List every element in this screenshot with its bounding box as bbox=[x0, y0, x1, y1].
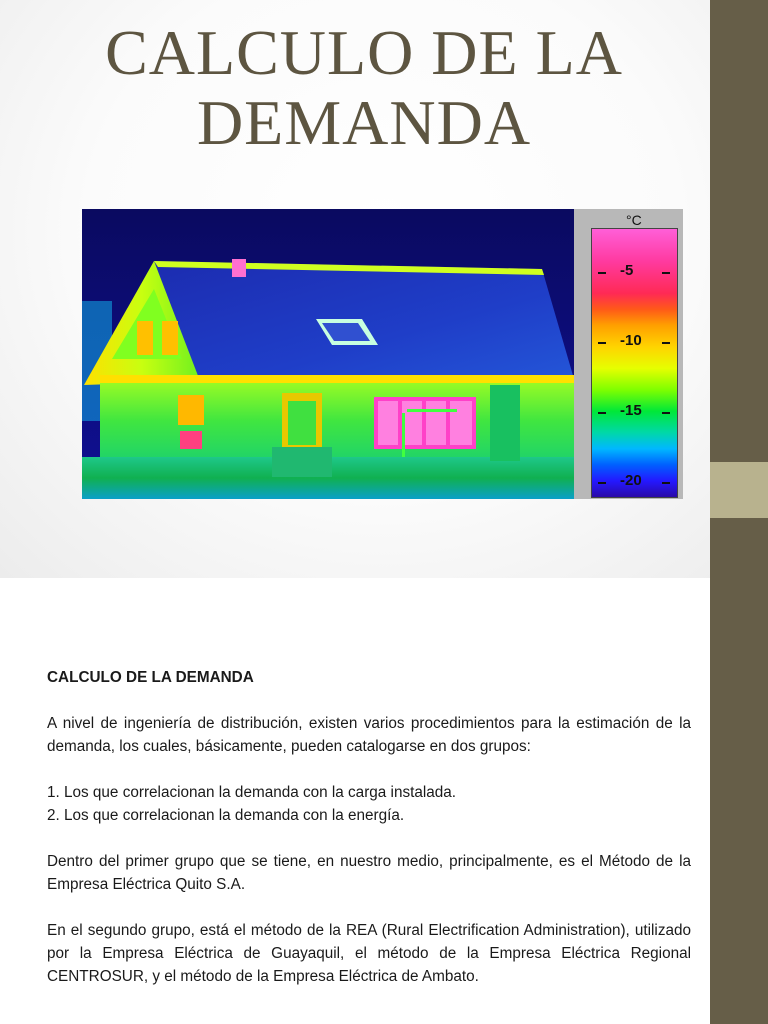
list-item: 2. Los que correlacionan la demanda con la energía. bbox=[47, 807, 405, 824]
scale-tick-minus-10: -10 bbox=[620, 332, 642, 349]
list-item: 1. Los que correlacionan la demanda con la carga instalada. bbox=[47, 784, 457, 801]
document-text bbox=[47, 666, 691, 1011]
slide-title bbox=[60, 18, 668, 158]
tick-dash bbox=[662, 342, 670, 344]
tick-dash bbox=[662, 482, 670, 484]
scale-tick-minus-20: -20 bbox=[620, 472, 642, 489]
scale-unit-label: °C bbox=[626, 212, 642, 228]
numbered-list bbox=[47, 781, 691, 827]
title-line-2: DEMANDA bbox=[196, 87, 532, 158]
tick-dash bbox=[662, 412, 670, 414]
scale-tick-minus-15: -15 bbox=[620, 402, 642, 419]
tick-dash bbox=[598, 412, 606, 414]
side-bar-accent bbox=[710, 462, 768, 518]
paragraph-3: En el segundo grupo, está el método de la REA (Rural Electrification Administration), utilizado por la Empresa Eléctrica de Guayaquil, el método de la Empresa Eléctrica Regional CENTROSUR, y el método de la Empresa Eléctrica de Ambato. bbox=[47, 922, 691, 985]
temperature-color-scale bbox=[591, 228, 678, 498]
title-line-1: CALCULO DE LA bbox=[105, 17, 623, 88]
tick-dash bbox=[598, 272, 606, 274]
tick-dash bbox=[598, 342, 606, 344]
document-heading: CALCULO DE LA DEMANDA bbox=[47, 669, 254, 686]
paragraph-1: A nivel de ingeniería de distribución, existen varios procedimientos para la estimación de la demanda, los cuales, básicamente, pueden catalogarse en dos grupos: bbox=[47, 715, 691, 755]
paragraph-2: Dentro del primer grupo que se tiene, en nuestro medio, principalmente, es el Método de la Empresa Eléctrica Quito S.A. bbox=[47, 853, 691, 893]
tick-dash bbox=[598, 482, 606, 484]
scale-tick-minus-5: -5 bbox=[620, 262, 634, 279]
tick-dash bbox=[662, 272, 670, 274]
